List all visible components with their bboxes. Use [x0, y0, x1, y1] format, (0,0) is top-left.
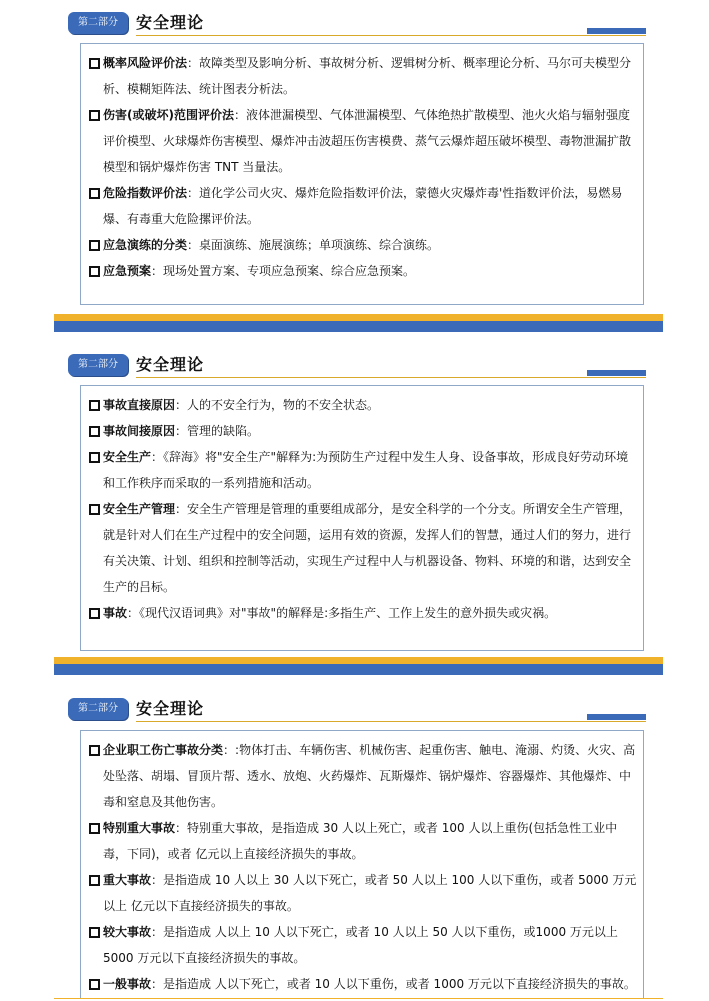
checkbox-bullet-icon [89, 504, 100, 515]
list-item: 特别重大事故：特别重大事故，是指造成 30 人以上死亡，或者 100 人以上重伤(包括急性工业中毒，下同)，或者 亿元以上直接经济损失的事故。 [89, 815, 637, 867]
checkbox-bullet-icon [89, 188, 100, 199]
section-badge: 第二部分 [68, 698, 128, 720]
checkbox-bullet-icon [89, 400, 100, 411]
checkbox-bullet-icon [89, 979, 100, 990]
section-badge: 第二部分 [68, 354, 128, 376]
list-item: 事故：《现代汉语词典》对"事故"的解释是:多指生产、工作上发生的意外损失或灾祸。 [89, 600, 637, 626]
section-badge: 第二部分 [68, 12, 128, 34]
checkbox-bullet-icon [89, 745, 100, 756]
title-underline [136, 721, 646, 722]
checkbox-bullet-icon [89, 58, 100, 69]
list-item: 危险指数评价法：道化学公司火灾、爆炸危险指数评价法，蒙德火灾爆炸毒'性指数评价法，易燃易爆、有毒重大危险摞评价法。 [89, 180, 637, 232]
content-box [80, 730, 644, 998]
list-item: 事故直接原因：人的不安全行为，物的不安全状态。 [89, 392, 637, 418]
list-item: 安全生产：《辞海》将"安全生产"解释为:为预防生产过程中发生人身、设备事故，形成良好劳动环境和工作秩序而采取的一系列措施和活动。 [89, 444, 637, 496]
checkbox-bullet-icon [89, 426, 100, 437]
checkbox-bullet-icon [89, 266, 100, 277]
checkbox-bullet-icon [89, 452, 100, 463]
footer-line-yellow [54, 998, 663, 999]
list-item: 概率风险评价法：故障类型及影响分析、事故树分析、逻辑树分析、概率理论分析、马尔可夫模型分析、模糊矩阵法、统计图表分析法。 [89, 50, 637, 102]
list-item: 一般事故：是指造成 人以下死亡，或者 10 人以下重伤，或者 1000 万元以下直接经济损失的事故。 [89, 971, 637, 997]
list-item: 应急预案：现场处置方案、专项应急预案、综合应急预案。 [89, 258, 637, 284]
checkbox-bullet-icon [89, 240, 100, 251]
footer-band-yellow [54, 314, 663, 321]
checkbox-bullet-icon [89, 823, 100, 834]
section-title: 安全理论 [136, 355, 205, 374]
list-item: 伤害(或破坏)范围评价法：液体泄漏模型、气体泄漏模型、气体绝热扩散模型、池火火焰与辐射强度评价模型、火球爆炸伤害模型、爆炸冲击波超压伤害模费、蒸气云爆炸超压破坏模型、毒物泄漏扩散模型和锅炉爆炸伤害 TNT 当量法。 [89, 102, 637, 180]
section-title: 安全理论 [136, 13, 205, 32]
title-accent-bar [587, 714, 646, 720]
content-box [80, 43, 644, 305]
list-item: 应急演练的分类：桌面演练、施展演练；单项演练、综合演练。 [89, 232, 637, 258]
checkbox-bullet-icon [89, 110, 100, 121]
list-item: 企业职工伤亡事故分类：:物体打击、车辆伤害、机械伤害、起重伤害、触电、淹溺、灼烫、火灾、高处坠落、胡塌、冒顶片帮、透水、放炮、火药爆炸、瓦斯爆炸、锅炉爆炸、容器爆炸、其他爆炸、中毒和窒息及其他伤害。 [89, 737, 637, 815]
title-accent-bar [587, 28, 646, 34]
section-title: 安全理论 [136, 699, 205, 718]
footer-band-yellow [54, 657, 663, 664]
list-item: 事故间接原因：管理的缺陷。 [89, 418, 637, 444]
content-box [80, 385, 644, 651]
checkbox-bullet-icon [89, 875, 100, 886]
title-underline [136, 377, 646, 378]
list-item: 重大事故：是指造成 10 人以上 30 人以下死亡，或者 50 人以上 100 人以下重伤，或者 5000 万元以上 亿元以下直接经济损失的事故。 [89, 867, 637, 919]
title-underline [136, 35, 646, 36]
title-accent-bar [587, 370, 646, 376]
footer-band-blue [54, 664, 663, 675]
list-item: 较大事故：是指造成 人以上 10 人以下死亡，或者 10 人以上 50 人以下重伤，或1000 万元以上 5000 万元以下直接经济损失的事故。 [89, 919, 637, 971]
list-item: 安全生产管理：安全生产管理是管理的重要组成部分，是安全科学的一个分支。所谓安全生产管理，就是针对人们在生产过程中的安全问题，运用有效的资源，发挥人们的智慧，通过人们的努力，进行有关决策、计划、组织和控制等活动，实现生产过程中人与机器设备、物料、环境的和谐，达到安全生产的吕标。 [89, 496, 637, 600]
checkbox-bullet-icon [89, 608, 100, 619]
footer-band-blue [54, 321, 663, 332]
checkbox-bullet-icon [89, 927, 100, 938]
